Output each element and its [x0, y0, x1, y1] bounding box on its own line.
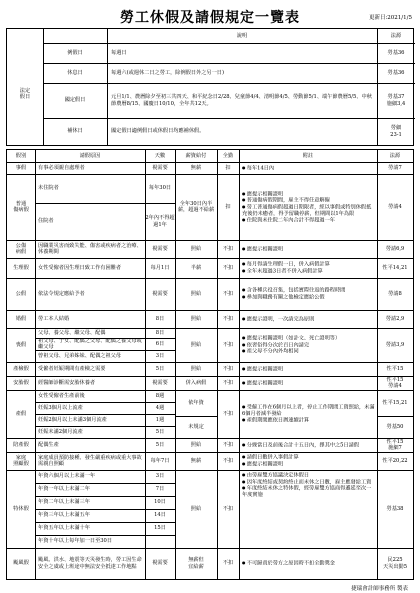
leave-reason: 受僱者妊娠期間有產檢之需要 — [38, 365, 106, 372]
leave-law: 勞請8 — [388, 290, 402, 297]
leave-note: ● 應提示相關證明 — [242, 362, 376, 376]
leave-days: 視需要 — [152, 245, 168, 252]
leave-reason: 年資六個月以上未滿一年 — [38, 473, 96, 480]
holiday-law: 勞細 23-1 — [390, 125, 402, 138]
leave-note: ● 不可歸責於勞方之原因時不扣全勤獎金 — [242, 548, 376, 579]
leave-days: 8週 — [155, 392, 165, 399]
leave-days: 4週 — [155, 404, 165, 411]
leave-reason: 年資十年以上每年加一日至30日 — [38, 538, 113, 545]
leave-bonus: 不扣 — [222, 441, 234, 448]
leave-law: 勞請3,9 — [385, 341, 405, 348]
leave-table — [6, 149, 414, 580]
leave-note: ● 應提示相關證明（如訃文、死亡證明等） ● 依習俗得分次於百日內請完 ● 祖父母不分內外均相同 — [242, 328, 376, 362]
leave-type: 事假 — [15, 164, 27, 171]
leave-bonus: 不扣 — [222, 379, 234, 386]
leave-type: 安胎假 — [13, 379, 29, 386]
leave-reason: 未住院者 — [38, 185, 59, 192]
leave-note: ● 由勞雇雙方協議決定休假日 ● 因年度終結或契約終止而未休之日數，雇主應發給工資 ● 年度終結未休之特休假，經勞雇雙方協商得遞延至次一年度實施 — [242, 472, 376, 546]
leave-pay: 照給 — [190, 245, 202, 252]
leave-pay: 無薪 — [190, 457, 202, 464]
leave-type: 產檢假 — [13, 365, 29, 372]
leave-type: 婚假 — [15, 315, 27, 322]
leave-reason: 經醫師診斷需安胎休養者 — [38, 379, 96, 386]
leave-bonus: 不扣 — [222, 560, 234, 567]
leave-bonus: 扣 — [225, 164, 231, 171]
leave-type: 特休假 — [13, 505, 29, 512]
leave-reason: 曾祖父母、兄弟姊妹、配偶之祖父母 — [38, 352, 122, 359]
update-date: 更新日:2021/1/5 — [368, 15, 412, 21]
leave-days: 8日 — [155, 315, 165, 322]
header-type: 假別 — [15, 152, 27, 159]
leave-days: 6日 — [155, 340, 165, 347]
leave-bonus: 不扣 — [222, 457, 234, 464]
leave-reason: 年資一年以上未滿二年 — [38, 486, 90, 493]
leave-note: ● 請假日數併入事假計算 ● 應提示相關證明 — [242, 452, 376, 470]
leave-days: 視需要 — [152, 379, 168, 386]
leave-pay: 未規定 — [188, 423, 204, 430]
leave-bonus: 不扣 — [222, 505, 234, 512]
leave-reason: 勞工本人結婚 — [38, 315, 70, 322]
leave-type: 喪假 — [15, 341, 27, 348]
leave-days: 視需要 — [152, 560, 168, 567]
leave-days: 每年30日 — [148, 185, 172, 192]
leave-days: 3日 — [155, 352, 165, 359]
leave-pay: 照給 — [190, 505, 202, 512]
page-title: 勞工休假及請假規定一覽表 — [120, 10, 300, 26]
leave-pay: 全年30日內半薪，超過不給薪 — [177, 200, 215, 213]
leave-reason: 颱風、洪水、地震等天災發生時，勞工因生命安全之虞或上班途中無法安全抵達工作地點 — [38, 557, 142, 570]
leave-reason: 妊娠2個月以上未滿3個月流產 — [38, 416, 107, 423]
leave-days: 14日 — [154, 512, 166, 519]
leave-note: ● 應提示相關證明 ● 普通傷病假期間，雇主不得任意解僱 ● 勞工普通傷病假超過日期限者，經以事假或特別休假抵充後仍未癒者，得予留職停薪，但期間以1年為限 ● 住院與未住院二年內合計不得超過一年 — [242, 174, 376, 240]
leave-reason: 年資五年以上未滿十年 — [38, 525, 90, 532]
leave-reason: 女性受僱者生產前後 — [38, 392, 85, 399]
leave-bonus: 不扣 — [222, 264, 234, 271]
holiday-law: 勞基36 — [387, 49, 405, 56]
leave-law: 性平15,21 — [382, 399, 408, 406]
holiday-name: 休息日 — [67, 69, 83, 76]
leave-note: ● 應提示相關證明 — [242, 376, 376, 390]
leave-days: 每年7日 — [150, 457, 170, 464]
leave-law: 勞請4 — [388, 203, 402, 210]
category-label: 法定 假日 — [19, 87, 31, 100]
leave-days: 5日 — [155, 441, 165, 448]
holiday-desc: 每週六(或週休二日之勞工，除例假日外之另一日) — [111, 69, 224, 76]
header-days: 天數 — [154, 152, 166, 159]
leave-reason: 因職業災害而致失能、傷害或疾病者之治療、休養期間 — [38, 242, 142, 255]
leave-pay: 照給 — [190, 441, 202, 448]
holiday-law: 勞基36 — [387, 69, 405, 76]
leave-bonus: 不扣 — [222, 245, 234, 252]
leave-type: 颱風假 — [13, 560, 29, 567]
leave-bonus: 不扣 — [222, 315, 234, 322]
leave-law: 勞請7 — [388, 164, 402, 171]
leave-law: 勞基50 — [386, 423, 404, 430]
leave-law: 民225 天災出勤5 — [382, 557, 408, 570]
leave-law: 勞基38 — [386, 505, 404, 512]
holiday-desc: 每週日 — [111, 49, 127, 56]
leave-days: 1週 — [155, 416, 165, 423]
leave-bonus: 不扣 — [222, 290, 234, 297]
leave-days: 7日 — [155, 486, 165, 493]
leave-pay: 半薪 — [190, 264, 202, 271]
leave-days: 5日 — [155, 365, 165, 372]
leave-note: ● 分娩當日及前後合計十五日內，擇其中之5日請假 — [242, 438, 376, 452]
leave-law: 勞請2,9 — [385, 315, 405, 322]
leave-days: 2年內不得超過1年 — [145, 215, 175, 228]
leave-reason: 妊娠未滿2個月流產 — [38, 428, 83, 435]
header-pay: 薪資給付 — [185, 152, 207, 159]
leave-note: ● 含各種兵役召集，包括實際往返的路程時間 ● 參加與職務有關之他檢定應給公假 — [242, 278, 376, 310]
leave-pay: 照給 — [190, 290, 202, 297]
holiday-desc: 國定假日適例假日或休假日均應補休假。 — [111, 128, 205, 135]
footer-credit: 捷瑞會計師事務所 製表 — [351, 586, 408, 592]
leave-bonus: 不扣 — [222, 410, 234, 417]
leave-reason: 年資三年以上未滿五年 — [38, 512, 90, 519]
header-bonus: 全勤 — [222, 152, 234, 159]
leave-note: ● 應提示相關證明 — [242, 240, 376, 258]
leave-law: 勞請6,9 — [385, 245, 405, 252]
leave-days: 視需要 — [152, 290, 168, 297]
leave-reason: 父母、養父母、繼父母、配偶 — [38, 329, 106, 336]
leave-days: 5日 — [155, 428, 165, 435]
leave-pay: 無薪但 宜給薪 — [188, 557, 204, 570]
leave-note: ● 受僱工作在6個月以上者，停止工作期間工資照給，未滿6個月者減半發給 ● 產假期間應依日曆連續計算 — [242, 390, 376, 438]
leave-days: 視需要 — [152, 164, 168, 171]
leave-reason: 住院者 — [38, 218, 54, 225]
leave-pay: 併入病假 — [185, 379, 207, 386]
leave-note: ● 應提示證明，一次請完為原則 — [242, 310, 376, 328]
header-note: 附註 — [302, 152, 314, 159]
leave-days: 8日 — [155, 329, 165, 336]
leave-type: 陪產假 — [13, 441, 29, 448]
leave-reason: 家庭成員預防接種、發生嚴重疾病或重大事故需親自照顧 — [38, 454, 142, 467]
leave-reason: 祖父母、子女、配偶之父母、配偶之養父母或繼父母 — [38, 338, 142, 350]
leave-pay: 照給 — [190, 365, 202, 372]
leave-note: ● 每年14日內 — [242, 162, 376, 174]
leave-law: 性平15 施細7 — [386, 438, 404, 451]
leave-reason: 有事必須親自處理者 — [38, 164, 85, 171]
leave-pay: 無薪 — [190, 164, 202, 171]
leave-law: 性平15 — [386, 365, 404, 372]
leave-type: 家庭 照顧假 — [13, 454, 29, 467]
leave-note: ● 每月得請生理假一日，併入病假計算 ● 全年未超過3日者不併入病假計算 — [242, 258, 376, 278]
leave-pay: 依年資 — [188, 399, 204, 406]
holiday-name: 國定假日 — [64, 97, 86, 104]
holiday-table — [6, 28, 414, 146]
leave-law: 性平15 勞請4 — [386, 376, 404, 389]
leave-days: 3日 — [155, 473, 165, 480]
leave-days: 15日 — [154, 525, 166, 532]
leave-type: 公傷 病假 — [15, 242, 27, 255]
header-reason: 請假原因 — [79, 152, 101, 159]
header-law: 法源 — [389, 152, 401, 159]
leave-bonus: 扣 — [225, 203, 231, 210]
leave-type: 產假 — [15, 410, 27, 417]
holiday-law: 勞基37 施細3,4 — [386, 94, 406, 107]
leave-type: 普通 傷病假 — [13, 200, 29, 213]
leave-law: 性平14,21 — [382, 264, 408, 271]
leave-reason: 配偶生產 — [38, 441, 59, 448]
holiday-name: 例假日 — [67, 49, 83, 56]
leave-type: 生理假 — [13, 264, 29, 271]
leave-reason: 女性受僱者因生理日致工作有困難者 — [38, 264, 122, 271]
leave-reason: 年資二年以上未滿三年 — [38, 499, 90, 506]
top-header-desc: 說明 — [236, 32, 248, 39]
leave-reason: 依法令規定應給予者 — [38, 290, 85, 297]
leave-bonus: 不扣 — [222, 341, 234, 348]
leave-reason: 妊娠3個月以上流產 — [38, 404, 83, 411]
holiday-desc: 元旦1/1、農曆除夕至初三共四天、和平紀念日2/28、兒童節4/4、清明節4/5、勞動節5/1、端午節農曆5/5、中秋節農曆8/15、國慶日10/10，全年共12天。 — [111, 94, 372, 107]
leave-pay: 照給 — [190, 341, 202, 348]
leave-bonus: 不扣 — [222, 365, 234, 372]
leave-pay: 照給 — [190, 315, 202, 322]
leave-type: 公假 — [15, 290, 27, 297]
holiday-name: 補休日 — [67, 128, 83, 135]
top-header-law: 法源 — [390, 32, 402, 39]
leave-days: 10日 — [154, 499, 166, 506]
leave-days: 每月1日 — [150, 264, 170, 271]
leave-law: 性平20,22 — [382, 457, 408, 464]
